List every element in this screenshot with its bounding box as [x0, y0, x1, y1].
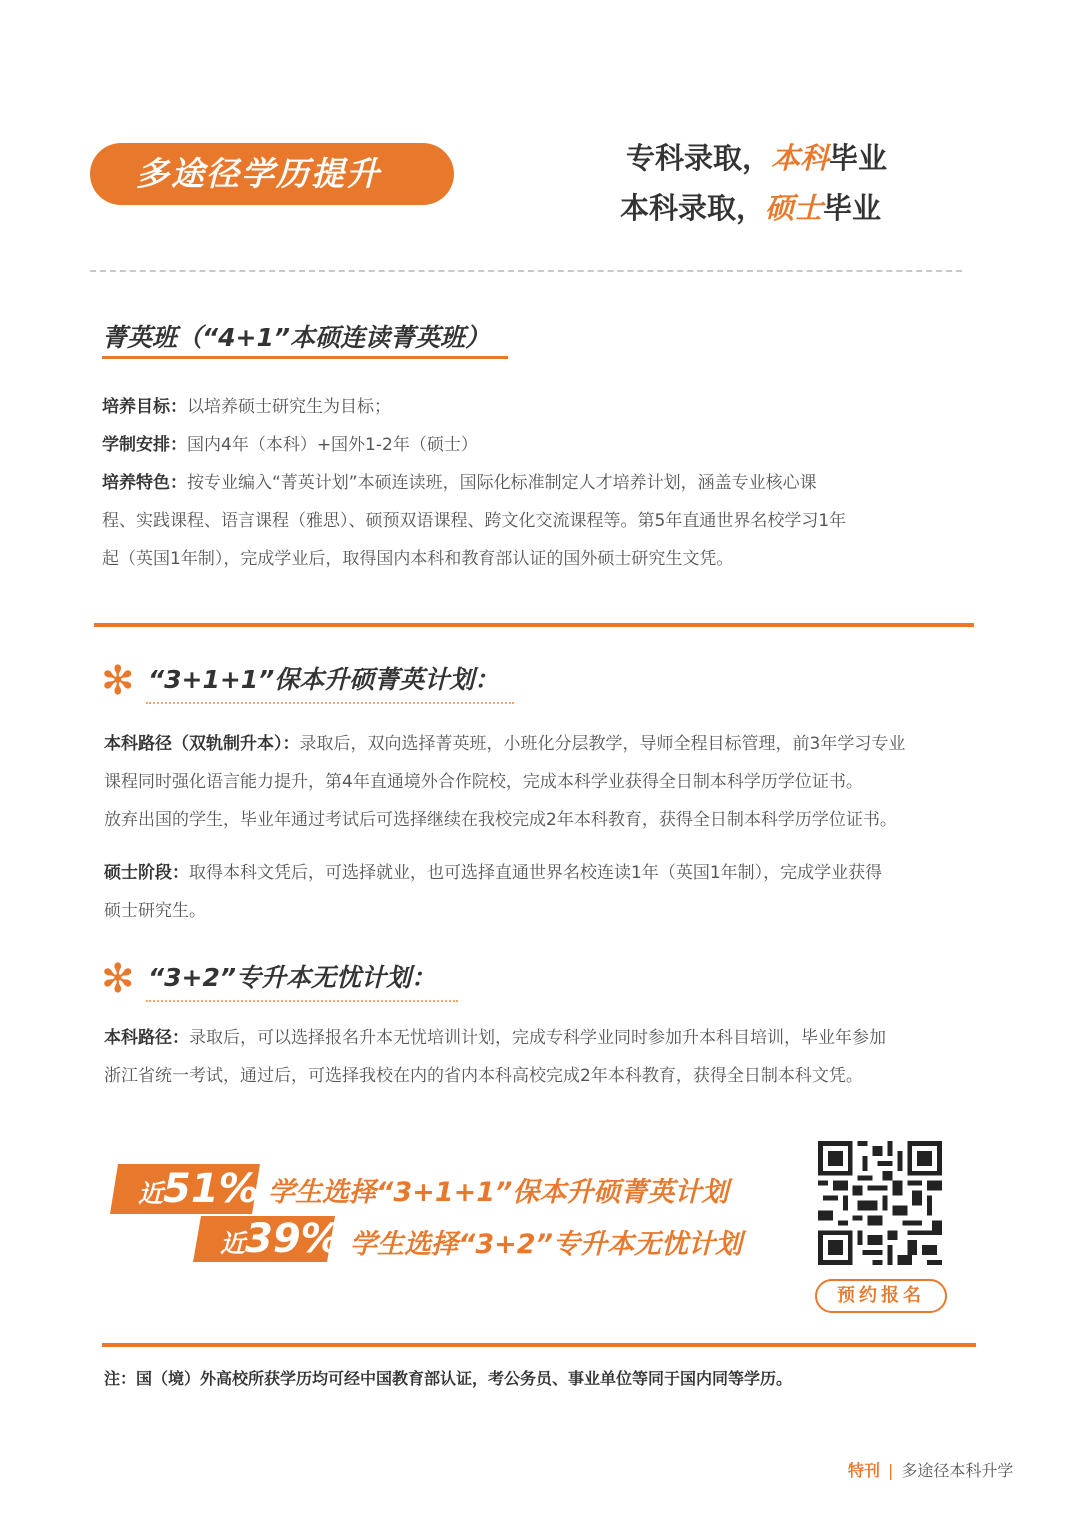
- elite-feature: 培养特色：按专业编入“菁英计划”本硕连读班，国际化标准制定人才培养计划，涵盖专业核心课: [102, 473, 817, 493]
- register-button[interactable]: 预约报名: [815, 1279, 947, 1313]
- plan-311-path-line-3: 放弃出国的学生，毕业年通过考试后可选择继续在我校完成2年本科教育，获得全日制本科学历学位证书。: [104, 810, 897, 830]
- dashed-divider: [90, 270, 962, 272]
- slogan-line-2: 本科录取，硕士毕业: [620, 191, 882, 225]
- plan-32-path-line-2: 浙江省统一考试，通过后，可选择我校在内的省内本科高校完成2年本科教育，获得全日制本科文凭。: [104, 1066, 863, 1086]
- slogan-highlight-1: 本科: [771, 141, 830, 175]
- footer-brand: 特刊: [848, 1461, 881, 1480]
- footnote: 注：国（境）外高校所获学历均可经中国教育部认证，考公务员、事业单位等同于国内同等学历。: [104, 1369, 793, 1388]
- footer-separator: |: [888, 1461, 894, 1480]
- stat-box-2: 近39%: [220, 1216, 341, 1262]
- slogan-line-1: 专科录取，本科毕业: [626, 141, 888, 175]
- plan-32-path: 本科路径：录取后，可以选择报名升本无忧培训计划，完成专科学业同时参加升本科目培训，毕业年参加: [104, 1028, 886, 1048]
- elite-class-title: 菁英班（“4+1”本硕连读菁英班）: [102, 323, 490, 352]
- plan-311-master-line-2: 硕士研究生。: [104, 901, 206, 921]
- title-underline: [102, 356, 508, 359]
- elite-goal: 培养目标：以培养硕士研究生为目标；: [102, 397, 391, 417]
- dotted-underline: [146, 702, 514, 704]
- plan-311-path: 本科路径（双轨制升本）：录取后，双向选择菁英班，小班化分层教学，导师全程目标管理，前3年学习专业: [104, 734, 906, 754]
- qr-code[interactable]: [818, 1141, 942, 1265]
- plan-311-master: 硕士阶段：取得本科文凭后，可选择就业，也可选择直通世界名校连读1年（英国1年制），完成学业获得: [104, 863, 883, 883]
- plan-32-title: “3+2”专升本无忧计划：: [148, 963, 436, 992]
- dotted-underline: [146, 1000, 458, 1002]
- section-badge: 多途径学历提升: [90, 143, 454, 205]
- asterisk-icon: ✻: [101, 658, 135, 704]
- footer-title: 多途径本科升学: [901, 1461, 1014, 1480]
- plan-311-path-line-2: 课程同时强化语言能力提升，第4年直通境外合作院校，完成本科学业获得全日制本科学历学位证书。: [104, 772, 863, 792]
- section-divider: [94, 623, 974, 627]
- stat-box-1: 近51%: [138, 1166, 259, 1212]
- asterisk-icon: ✻: [101, 956, 135, 1002]
- page-footer: [848, 1458, 1013, 1481]
- stat-text-2: 学生选择“3+2”专升本无忧计划: [350, 1229, 742, 1260]
- plan-311-title: “3+1+1”保本升硕菁英计划：: [148, 665, 500, 694]
- stat-text-1: 学生选择“3+1+1”保本升硕菁英计划: [268, 1177, 729, 1208]
- elite-schedule: 学制安排：国内4年（本科）+国外1-2年（硕士）: [102, 435, 478, 455]
- bottom-divider: [102, 1343, 976, 1347]
- elite-feature-line-3: 起（英国1年制），完成学业后，取得国内本科和教育部认证的国外硕士研究生文凭。: [102, 549, 734, 569]
- slogan-highlight-2: 硕士: [765, 191, 824, 225]
- elite-feature-line-2: 程、实践课程、语言课程（雅思）、硕预双语课程、跨文化交流课程等。第5年直通世界名校学习1年: [102, 511, 847, 531]
